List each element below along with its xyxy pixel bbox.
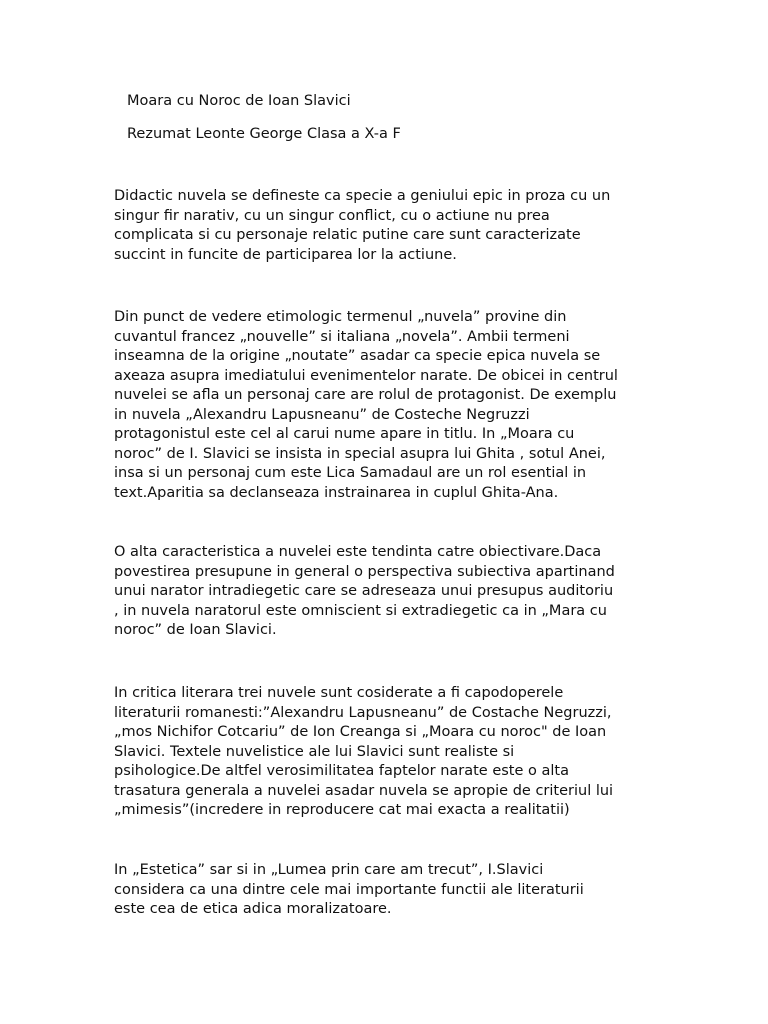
text-line: trasatura generala a nuvelei asadar nuvela se apropie de criteriul lui bbox=[114, 782, 614, 799]
text-line: , in nuvela naratorul este omniscient si extradiegetic ca in „Mara cu bbox=[114, 602, 607, 619]
text-line: Din punct de vedere etimologic termenul „nuvela” provine din bbox=[114, 309, 567, 325]
text-line: insa si un personaj cum este Lica Samadaul are un rol esential in bbox=[114, 465, 587, 481]
document-subtitle: Rezumat Leonte George Clasa a X-a F bbox=[127, 126, 401, 142]
paragraph-criticism bbox=[114, 684, 644, 821]
text-line: text.Aparitia sa declanseaza instrainarea in cuplul Ghita-Ana. bbox=[114, 484, 559, 501]
text-line: protagonistul este cel al carui nume apare in titlu. In „Moara cu bbox=[114, 426, 575, 442]
text-line: Slavici. Textele nuvelistice ale lui Slavici sunt realiste si bbox=[114, 743, 515, 760]
text-line: noroc” de Ioan Slavici. bbox=[114, 622, 277, 638]
text-line: in nuvela „Alexandru Lapusneanu” de Costeche Negruzzi bbox=[114, 406, 530, 423]
text-line: literaturii romanesti:”Alexandru Lapusneanu” de Costache Negruzzi, bbox=[114, 704, 612, 721]
text-line: In „Estetica” sar si in „Lumea prin care am trecut”, I.Slavici bbox=[114, 862, 544, 878]
text-line: considera ca una dintre cele mai importante functii ale literaturii bbox=[114, 881, 584, 898]
text-line: succint in funcite de participarea lor la actiune. bbox=[114, 246, 457, 263]
text-line: complicata si cu personaje relatic putine care sunt caracterizate bbox=[114, 227, 581, 243]
text-line: cuvantul francez „nouvelle” si italiana „novela”. Ambii termeni bbox=[114, 328, 570, 345]
text-line: In critica literara trei nuvele sunt cosiderate a fi capodoperele bbox=[114, 685, 564, 701]
document-title: Moara cu Noroc de Ioan Slavici bbox=[127, 93, 351, 109]
text-line: „mimesis”(incredere in reproducere cat mai exacta a realitatii) bbox=[114, 802, 570, 818]
text-line: noroc” de I. Slavici se insista in special asupra lui Ghita , sotul Anei, bbox=[114, 445, 606, 462]
text-line: „mos Nichifor Cotcariu” de Ion Creanga si „Moara cu noroc" de Ioan bbox=[114, 724, 607, 740]
paragraph-etymology bbox=[114, 308, 644, 503]
text-line: singur fir narativ, cu un singur conflict, cu o actiune nu prea bbox=[114, 207, 550, 224]
paragraph-definition bbox=[114, 187, 644, 265]
text-line: Didactic nuvela se defineste ca specie a geniului epic in proza cu un bbox=[114, 188, 611, 204]
paragraph-objectivity bbox=[114, 543, 644, 641]
text-line: axeaza asupra imediatului evenimentelor narate. De obicei in centrul bbox=[114, 367, 618, 384]
text-line: psihologice.De altfel verosimilitatea faptelor narate este o alta bbox=[114, 763, 569, 779]
text-line: este cea de etica adica moralizatoare. bbox=[114, 901, 392, 917]
text-line: O alta caracteristica a nuvelei este tendinta catre obiectivare.Daca bbox=[114, 544, 602, 560]
text-line: inseamna de la origine „noutate” asadar ca specie epica nuvela se bbox=[114, 348, 601, 364]
text-line: unui narator intradiegetic care se adreseaza unui presupus auditoriu bbox=[114, 583, 614, 599]
paragraph-aesthetics bbox=[114, 861, 644, 920]
text-line: nuvelei se afla un personaj care are rolul de protagonist. De exemplu bbox=[114, 387, 617, 403]
text-line: povestirea presupune in general o perspectiva subiectiva apartinand bbox=[114, 563, 615, 580]
